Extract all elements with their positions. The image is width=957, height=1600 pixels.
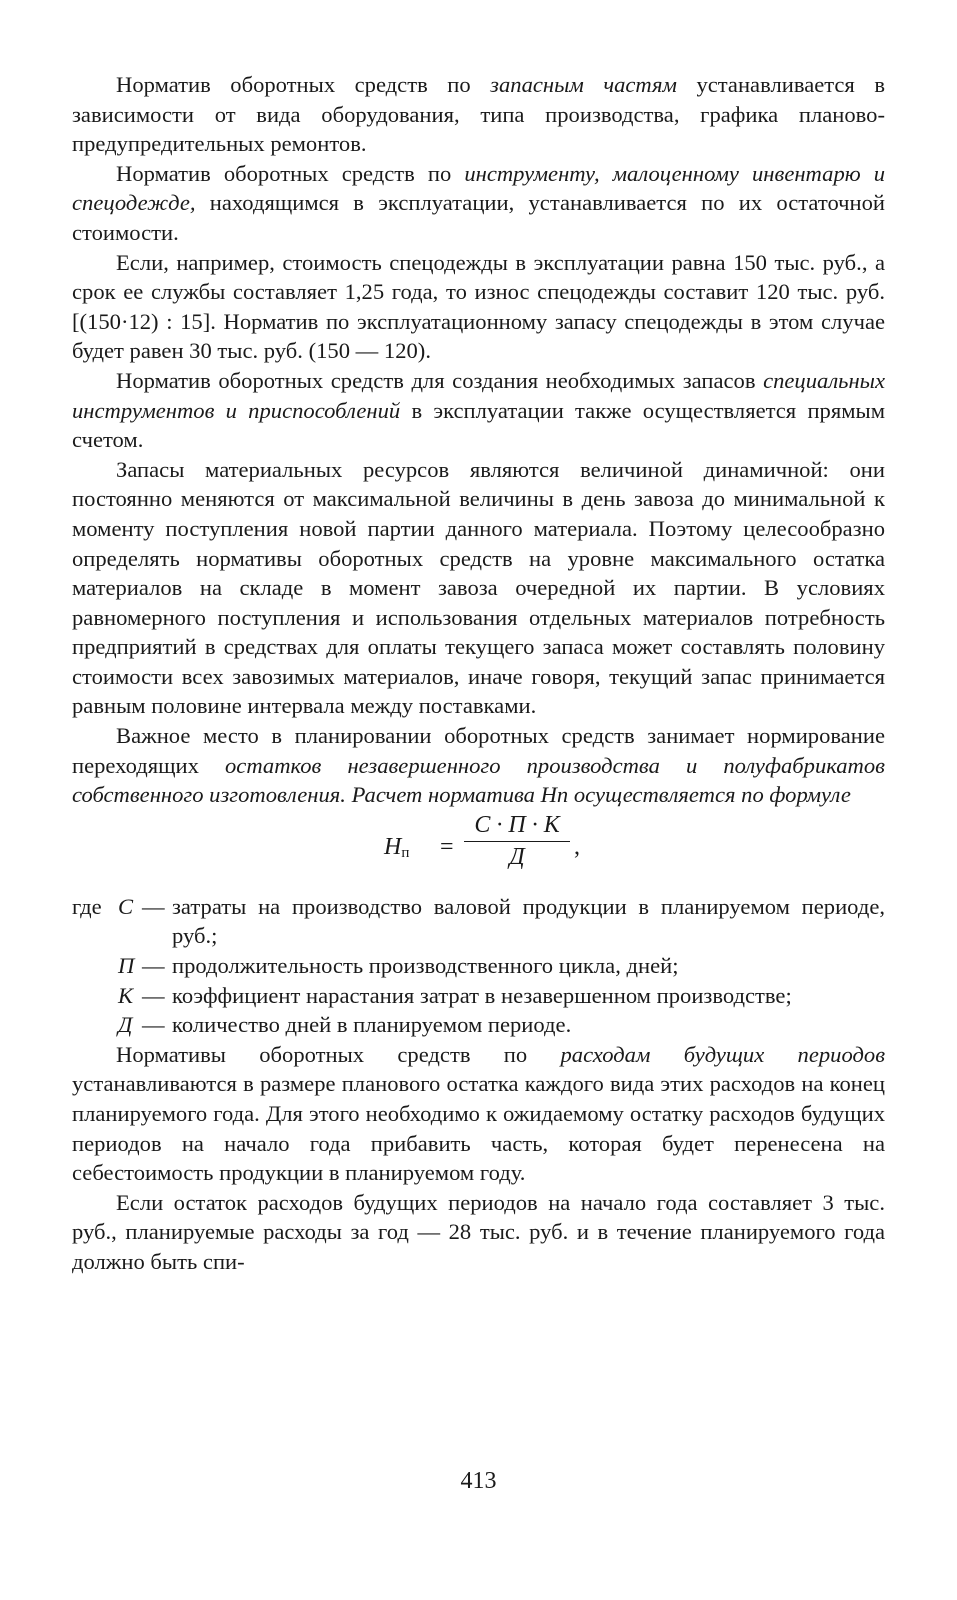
italic-text: запасным частям — [490, 72, 677, 97]
definition-symbol: Д — [118, 1012, 133, 1038]
body-text-after-formula — [72, 1040, 885, 1277]
definition-symbol: П — [118, 953, 135, 979]
definition-item — [72, 981, 885, 1011]
paragraph — [72, 366, 885, 455]
text-run: устанавливаются в размере планового остатка каждого вида этих расходов на конец планируемого года. Для этого необходимо к ожидаемому остатку расходов будущих периодов на начало года прибавить часть, которая будет перенесена на себестоимость продукции в планируемом году. — [72, 1071, 885, 1186]
definition-dash: — — [142, 953, 165, 979]
text-run: Норматив оборотных средств для создания необходимых запасов — [116, 367, 764, 393]
paragraph — [72, 1188, 885, 1277]
definition-symbol: К — [118, 982, 134, 1008]
body-text-before-formula — [72, 70, 885, 810]
text-run: Норматив оборотных средств по — [116, 72, 491, 97]
paragraph — [72, 70, 885, 159]
definition-item — [72, 892, 885, 951]
definition-lead: где — [72, 893, 102, 919]
text-run: Нормативы оборотных средств по — [116, 1041, 561, 1067]
paragraph — [72, 455, 885, 721]
formula-equals: = — [440, 833, 454, 860]
definition-text: продолжительность производственного цикла, дней; — [172, 953, 679, 979]
paragraph — [72, 1040, 885, 1188]
definition-lead — [72, 981, 118, 1011]
page-number: 413 — [460, 1468, 497, 1494]
definition-lead — [72, 951, 118, 981]
paragraph — [72, 248, 885, 366]
paragraph — [72, 721, 885, 810]
italic-text: расходам будущих периодов — [560, 1041, 885, 1067]
formula-lhs: $H_п$ — [384, 833, 410, 861]
definition-dash: — — [142, 982, 165, 1008]
definition-text: затраты на производство валовой продукции в планируемом периоде, руб.; — [172, 893, 885, 949]
text-run: Если, например, стоимость спецодежды в эксплуатации равна 150 тыс. руб., а срок ее службы составляет 1,25 года, то износ спецодежды составит 120 тыс. руб. [(150·12) : 15]. Норматив по эксплуатационному запасу спецодежды в этом случае будет равен 30 тыс. руб. (150 — 120). — [72, 249, 885, 364]
formula-fraction — [464, 812, 570, 871]
definition-text: количество дней в планируемом периоде. — [172, 1012, 572, 1038]
formula-hp — [72, 812, 885, 890]
italic-text: инструменту, малоценному инвентарю и спецодежде, — [72, 160, 886, 216]
text-run: в эксплуатации также осуществляется прямым счетом. — [72, 397, 885, 453]
definition-symbol: С — [118, 893, 134, 919]
text-run: Если остаток расходов будущих периодов на начало года составляет 3 тыс. руб., планируемые расходы за год — 28 тыс. руб. и в течение планируемого года должно быть спи- — [72, 1189, 885, 1274]
definition-lead — [72, 1010, 118, 1040]
text-run: находящимся в эксплуатации, устанавливается по их остаточной стоимости. — [72, 190, 885, 245]
italic-text: специальных инструментов и приспособлений — [72, 367, 885, 423]
italic-text: остатков незавершенного производства и полуфабрикатов собственного изготовления. Расчет норматива Hп осуществляется по формуле — [72, 752, 885, 808]
formula-numerator: С · П · К — [464, 812, 570, 842]
text-run: Норматив оборотных средств по — [116, 160, 465, 186]
formula-denominator: Д — [509, 843, 525, 870]
formula-definitions — [72, 892, 885, 1040]
definition-text: коэффициент нарастания затрат в незавершенном производстве; — [172, 982, 792, 1008]
formula-comma: , — [574, 833, 580, 860]
definition-dash: — — [142, 1012, 165, 1038]
definition-item — [72, 1010, 885, 1040]
definition-item — [72, 951, 885, 981]
text-run: Важное место в планировании оборотных средств занимает нормирование переходящих — [72, 723, 885, 778]
paragraph — [72, 159, 885, 248]
definition-dash: — — [142, 893, 165, 919]
text-run: Запасы материальных ресурсов являются величиной динамичной: они постоянно меняются от максимальной величины в день завоза до минимальной к моменту поступления новой партии данного материала. Поэтому целесообразно определять нормативы оборотных средств на уровне максимального остатка материалов на складе в момент завоза очередной их партии. В условиях равномерного поступления и использования отдельных материалов потребность предприятий в средствах для оплаты текущего запаса может составлять половину стоимости всех завозимых материалов, иначе говоря, текущий запас принимается равным половине интервала между поставками. — [72, 456, 885, 719]
text-run: устанавливается в зависимости от вида оборудования, типа производства, графика планово-предупредительных ремонтов. — [72, 72, 885, 157]
